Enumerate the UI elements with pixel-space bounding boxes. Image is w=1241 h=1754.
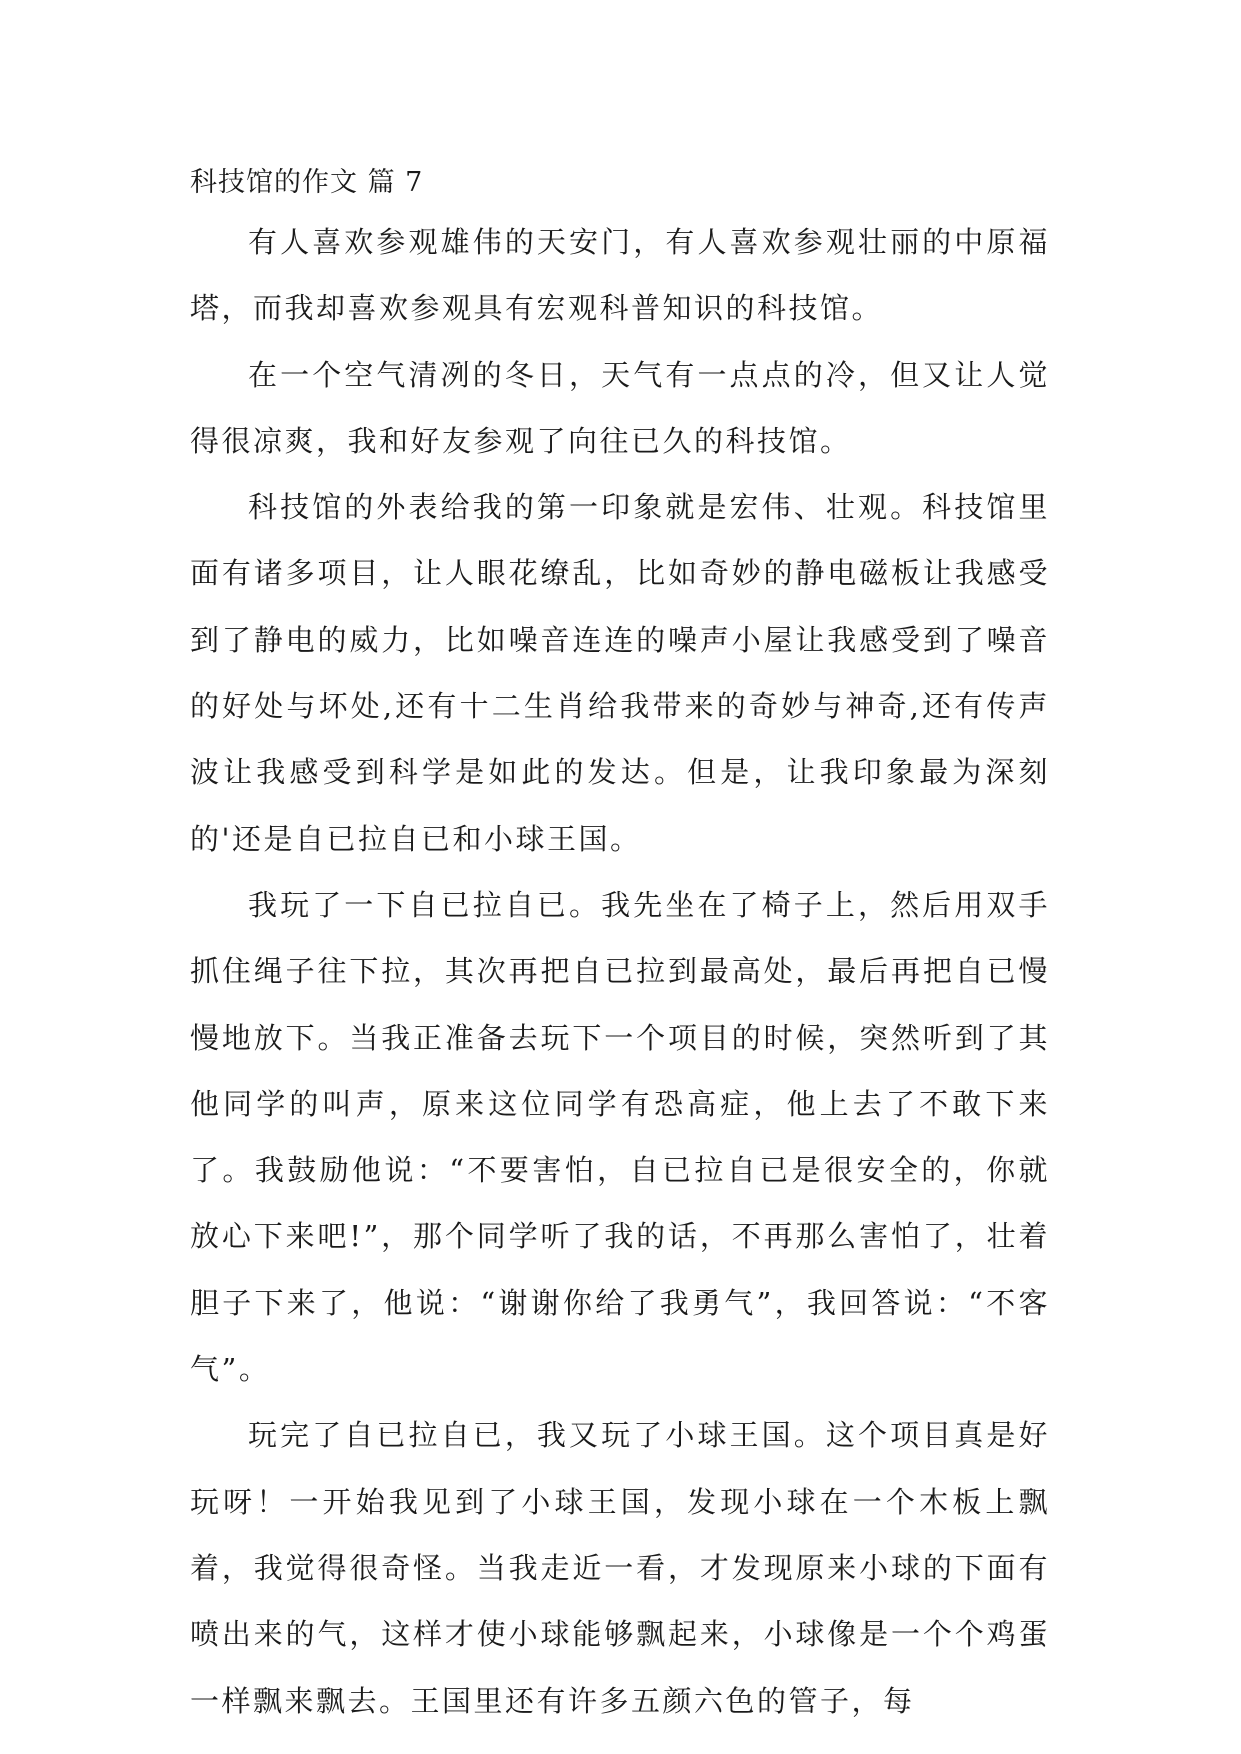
paragraph-2: 在一个空气清冽的冬日，天气有一点点的冷，但又让人觉得很凉爽，我和好友参观了向往已久的科技馆。: [190, 357, 1050, 458]
essay-body: [190, 157, 1050, 1734]
paragraph-1: 有人喜欢参观雄伟的天安门，有人喜欢参观壮丽的中原福塔，而我却喜欢参观具有宏观科普知识的科技馆。: [190, 225, 1050, 326]
paragraph-3: 科技馆的外表给我的第一印象就是宏伟、壮观。科技馆里面有诸多项目，让人眼花缭乱，比如奇妙的静电磁板让我感受到了静电的威力，比如噪音连连的噪声小屋让我感受到了噪音的好处与坏处,还有十二生肖给我带来的奇妙与神奇,还有传声波让我感受到科学是如此的发达。但是，让我印象最为深刻的'还是自已拉自已和小球王国。: [190, 490, 1050, 856]
paragraph-5: 玩完了自已拉自已，我又玩了小球王国。这个项目真是好玩呀！一开始我见到了小球王国，发现小球在一个木板上飘着，我觉得很奇怪。当我走近一看，才发现原来小球的下面有喷出来的气，这样才使小球能够飘起来，小球像是一个个鸡蛋一样飘来飘去。王国里还有许多五颜六色的管子，每: [190, 1418, 1050, 1718]
paragraph-4: 我玩了一下自已拉自已。我先坐在了椅子上，然后用双手抓住绳子往下拉，其次再把自已拉到最高处，最后再把自已慢慢地放下。当我正准备去玩下一个项目的时候，突然听到了其他同学的叫声，原来这位同学有恐高症，他上去了不敢下来了。我鼓励他说：“不要害怕，自已拉自已是很安全的，你就放心下来吧!”，那个同学听了我的话，不再那么害怕了，壮着胆子下来了，他说：“谢谢你给了我勇气”，我回答说：“不客气”。: [190, 887, 1050, 1387]
essay-title: 科技馆的作文 篇 7: [190, 167, 424, 198]
